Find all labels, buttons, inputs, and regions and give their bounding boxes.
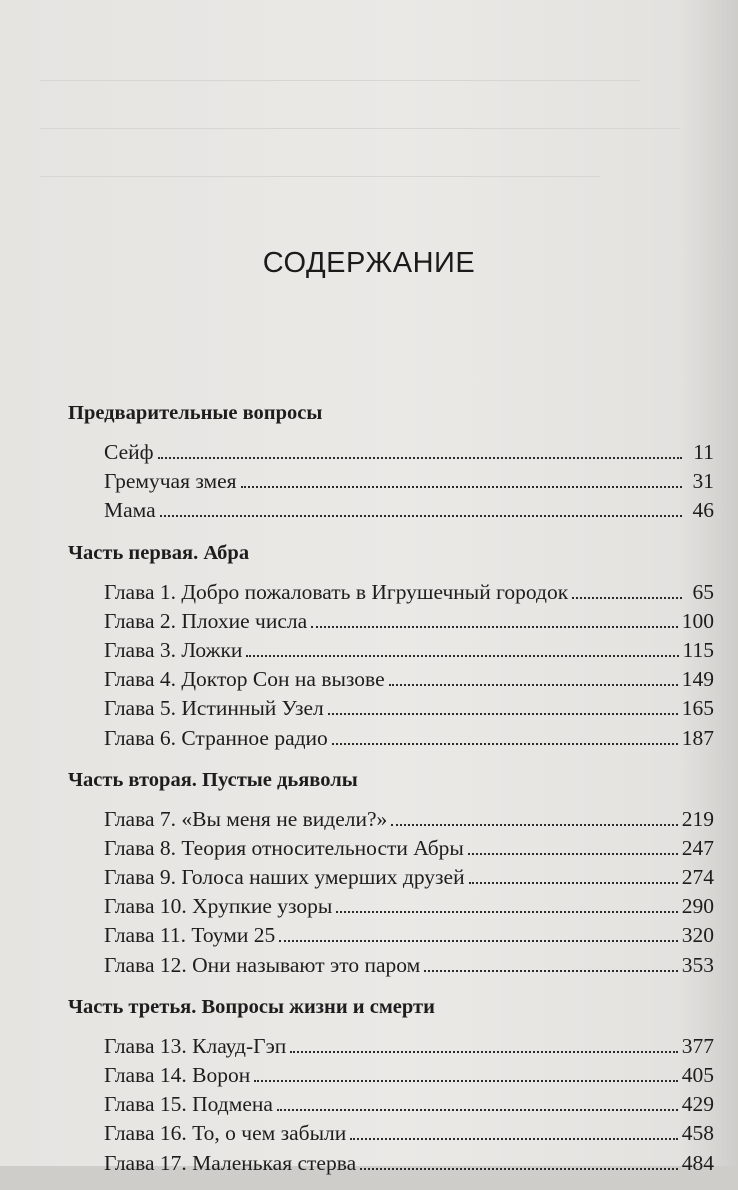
dot-leader [572,568,682,599]
entry-page-number: 219 [681,806,714,831]
dot-leader [158,428,682,459]
entry-title: Глава 16. То, о чем забыли [104,1121,347,1146]
toc-entry [104,486,714,523]
entry-page-number: 31 [692,469,714,494]
dot-leader [241,457,682,488]
entry-title: Глава 7. «Вы меня не видели?» [104,806,388,831]
entry-title: Глава 8. Теория относительности Абры [104,835,464,860]
entry-title: Глава 15. Подмена [104,1092,273,1117]
toc-entry [104,1022,714,1058]
entry-title: Глава 17. Маленькая стерва [104,1150,357,1175]
dot-leader [468,824,678,855]
toc-entry [104,428,714,464]
dot-leader [277,1080,678,1111]
entry-page-number: 165 [681,696,714,721]
entry-page-number: 247 [681,835,714,860]
entry-page-number: 100 [681,608,714,633]
running-header [0,6,738,36]
entry-page-number: 46 [692,498,714,523]
toc-section [68,765,714,977]
entry-page-number: 11 [693,440,714,464]
dot-leader [350,1109,677,1140]
toc-section [68,398,714,523]
dot-leader [246,626,678,657]
dot-leader [311,597,678,628]
toc-entry [104,795,714,831]
entry-title: Мама [104,498,156,523]
entry-page-number: 274 [681,865,714,890]
entry-page-number: 290 [681,894,714,919]
toc-entry [104,568,714,604]
section-heading: Часть третья. Вопросы жизни и смерти [68,995,435,1018]
section-heading: Предварительные вопросы [68,402,323,424]
dot-leader [254,1051,678,1082]
entry-title: Гремучая змея [104,469,237,494]
dot-leader [279,911,678,942]
entry-title: Глава 3. Ложки [104,637,243,662]
bleed-through-line [40,80,640,81]
entry-page-number: 353 [681,952,714,977]
bleed-through-line [40,128,680,129]
entry-title: Глава 10. Хрупкие узоры [104,894,333,919]
dot-leader [328,684,678,715]
entry-title: Глава 1. Добро пожаловать в Игрушечный городок [104,579,569,604]
dot-leader [336,882,677,913]
entry-page-number: 458 [681,1121,714,1146]
entry-title: Глава 13. Клауд-Гэп [104,1033,287,1058]
toc-entry [104,457,714,494]
entry-page-number: 429 [681,1092,714,1117]
entry-page-number: 149 [681,667,714,692]
dot-leader [160,486,682,517]
entry-title: Глава 4. Доктор Сон на вызове [104,667,385,692]
entry-title: Глава 2. Плохие числа [104,608,308,633]
dot-leader [290,1022,677,1053]
table-of-contents [68,398,714,1190]
entry-page-number: 405 [681,1063,714,1087]
section-heading: Часть вторая. Пустые дьяволы [68,768,358,791]
entry-page-number: 187 [681,725,714,750]
entry-page-number: 320 [681,923,714,948]
entry-page-number: 115 [682,637,714,662]
entry-page-number: 484 [681,1150,714,1175]
entry-title: Глава 6. Странное радио [104,725,328,750]
entry-title: Глава 12. Они называют это паром [104,952,421,977]
dot-leader [360,1139,678,1170]
dot-leader [391,795,677,826]
entry-title: Сейф [104,440,154,464]
dot-leader [469,853,678,884]
toc-section [68,992,714,1175]
bleed-through-line [40,176,600,177]
dot-leader [389,655,678,686]
toc-section [68,538,714,750]
entry-page-number: 65 [692,579,714,604]
dot-leader [332,714,678,745]
section-heading: Часть первая. Абра [68,541,250,564]
entry-title: Глава 9. Голоса наших умерших друзей [104,865,465,890]
page-title: СОДЕРЖАНИЕ [262,247,476,280]
dot-leader [424,941,678,972]
entry-page-number: 377 [681,1033,714,1058]
entry-title: Глава 11. Тоуми 25 [104,923,276,948]
entry-title: Глава 14. Ворон [104,1063,251,1087]
entry-title: Глава 5. Истинный Узел [104,696,324,721]
